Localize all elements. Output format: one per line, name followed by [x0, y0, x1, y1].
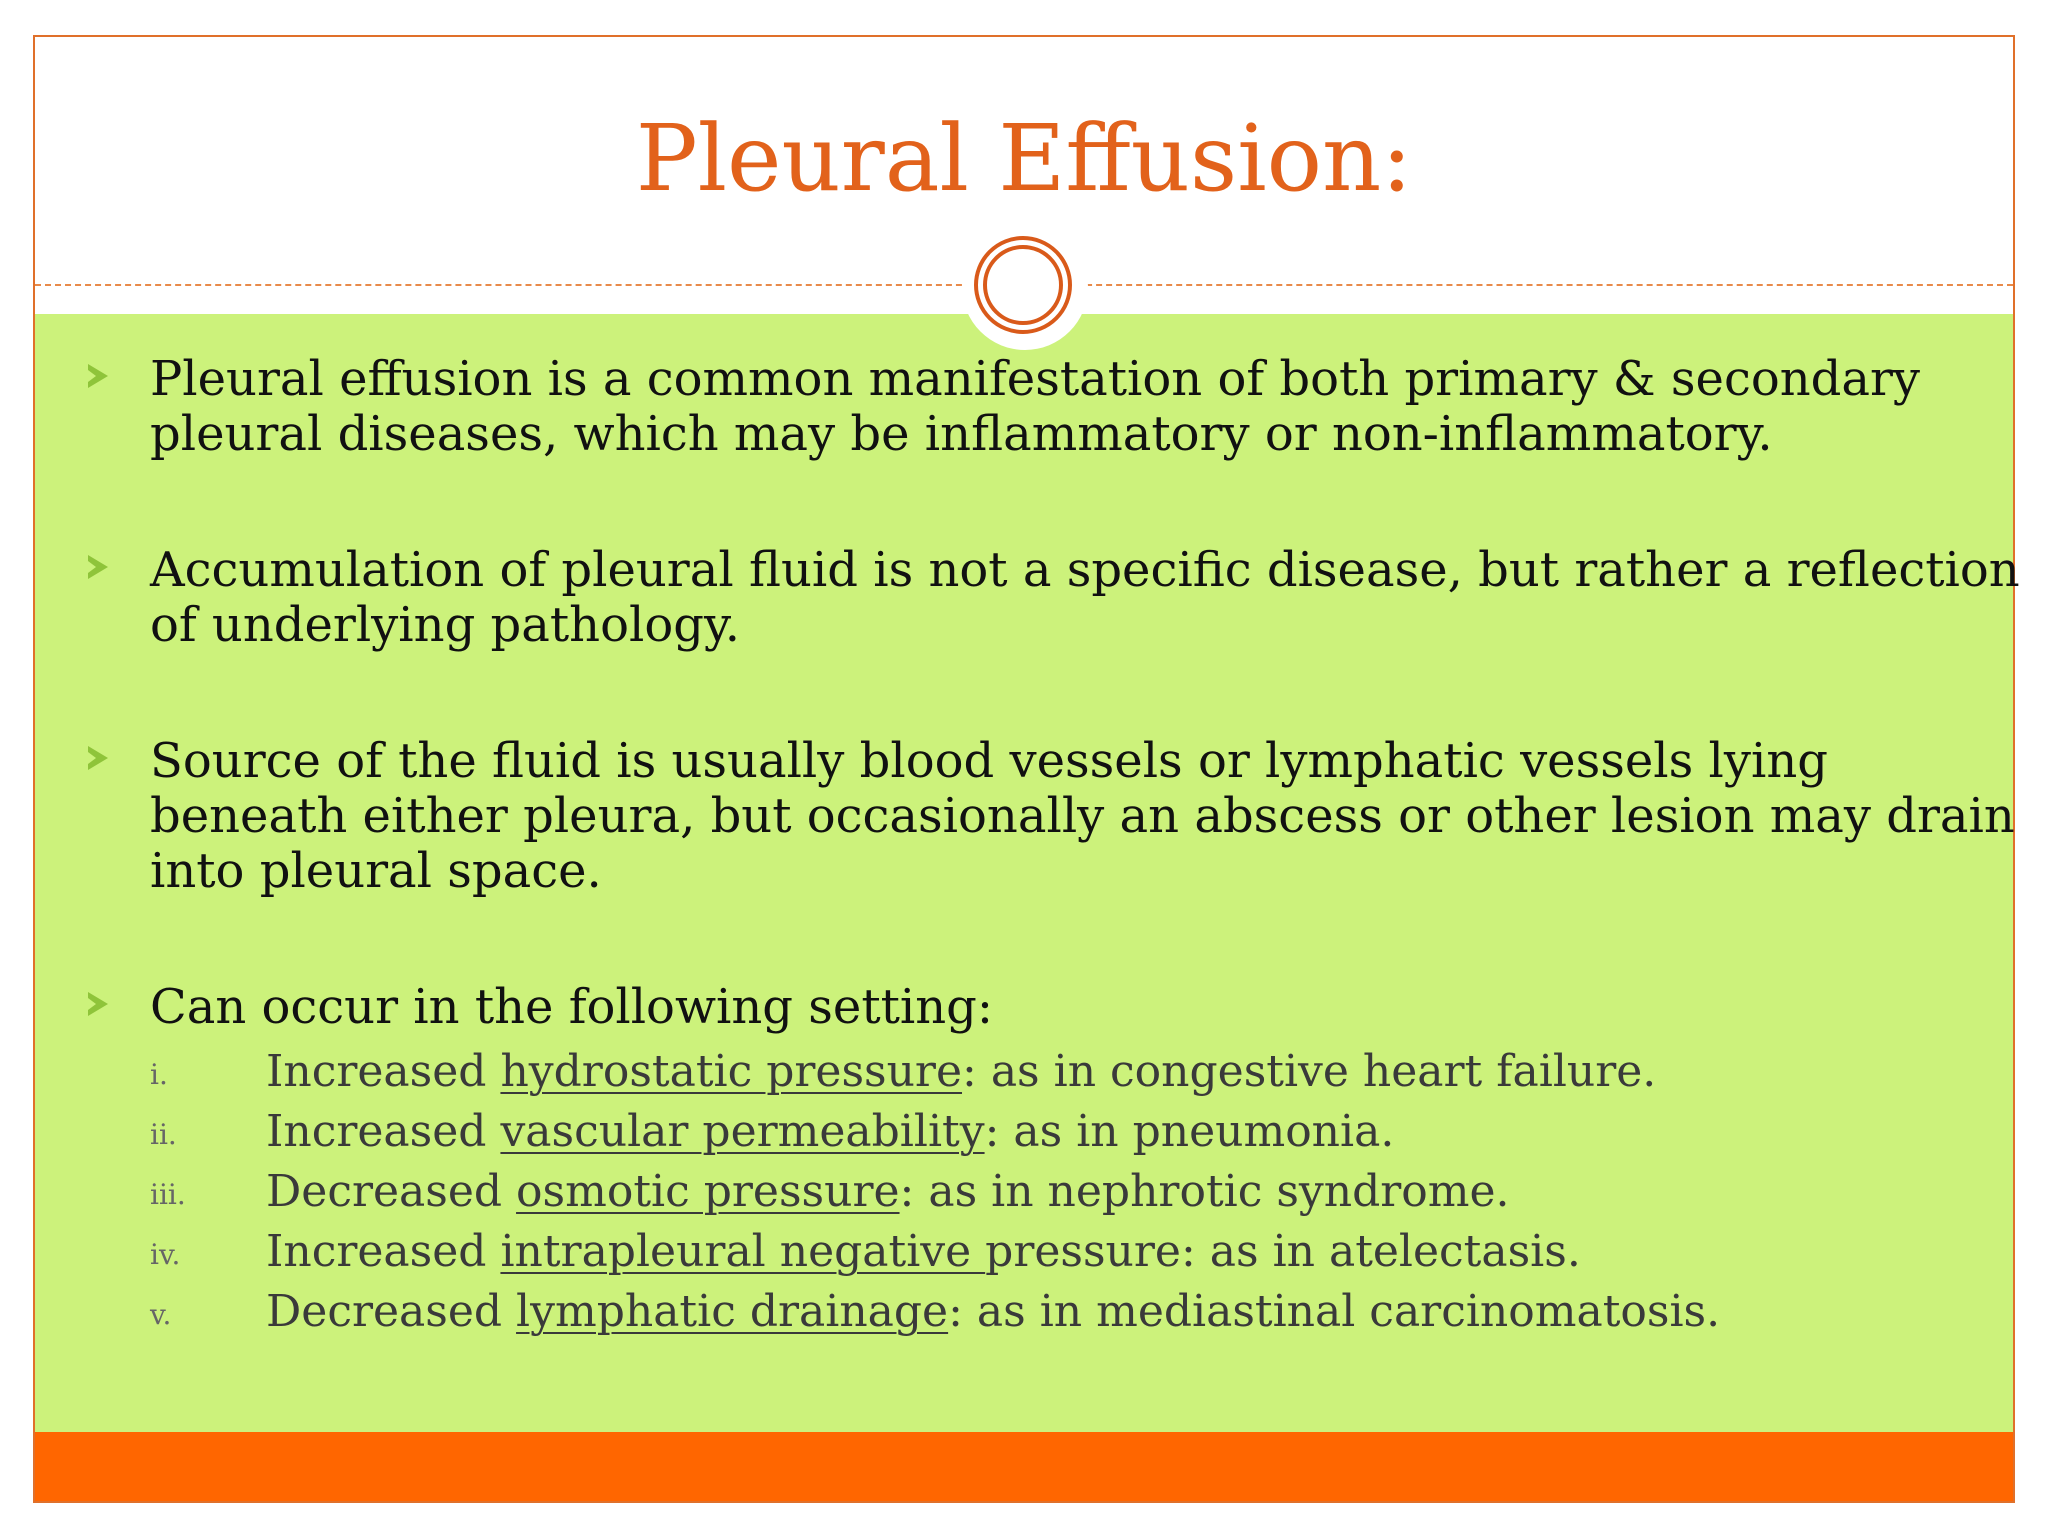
setting-prefix: Increased [266, 1226, 501, 1277]
setting-suffix: : as in mediastinal carcinomatosis. [948, 1286, 1721, 1337]
setting-prefix: Decreased [266, 1286, 517, 1337]
setting-suffix: : as in congestive heart failure. [962, 1046, 1657, 1097]
list-numeral: iv. [150, 1238, 181, 1271]
arrow-bullet-icon [88, 746, 108, 770]
setting-term: vascular permeability [500, 1106, 985, 1157]
setting-text [266, 1286, 1720, 1338]
footer-bar [35, 1432, 2013, 1501]
list-numeral: i. [150, 1058, 168, 1091]
setting-text [266, 1166, 1510, 1218]
setting-text [266, 1106, 1394, 1158]
setting-suffix: pressure: as in atelectasis. [985, 1226, 1581, 1277]
arrow-bullet-icon [88, 992, 108, 1016]
setting-prefix: Decreased [266, 1166, 517, 1217]
arrow-bullet-icon [88, 555, 108, 579]
setting-prefix: Increased [266, 1106, 501, 1157]
arrow-bullet-icon [88, 364, 108, 388]
bullet-text: Accumulation of pleural fluid is not a specific disease, but rather a reflection of underlying pathology. [150, 542, 2020, 653]
setting-text [266, 1046, 1656, 1098]
bullet-text: Can occur in the following setting: [150, 979, 994, 1035]
list-numeral: ii. [150, 1118, 177, 1151]
setting-item [150, 1286, 2000, 1346]
setting-item [150, 1166, 2000, 1226]
setting-text [266, 1226, 1581, 1278]
setting-item [150, 1046, 2000, 1106]
setting-term: intrapleural negative [500, 1226, 986, 1277]
double-circle-inner-ring [983, 245, 1063, 325]
setting-term: hydrostatic pressure [500, 1046, 963, 1097]
bullet-text: Pleural effusion is a common manifestation of both primary & secondary pleural diseases, which may be inflammatory or non-inflammatory. [150, 351, 1921, 462]
slide-title: Pleural Effusion: [635, 105, 1413, 212]
setting-prefix: Increased [266, 1046, 501, 1097]
setting-item [150, 1226, 2000, 1286]
list-numeral: v. [150, 1298, 172, 1331]
setting-term: lymphatic drainage [516, 1286, 949, 1337]
list-numeral: iii. [150, 1178, 186, 1211]
setting-term: osmotic pressure [516, 1166, 900, 1217]
setting-item [150, 1106, 2000, 1166]
setting-suffix: : as in nephrotic syndrome. [899, 1166, 1510, 1217]
setting-suffix: : as in pneumonia. [984, 1106, 1395, 1157]
bullet-text: Source of the fluid is usually blood vessels or lymphatic vessels lying beneath either pleura, but occasionally an abscess or other lesion may drain into pleural space. [150, 733, 2015, 899]
